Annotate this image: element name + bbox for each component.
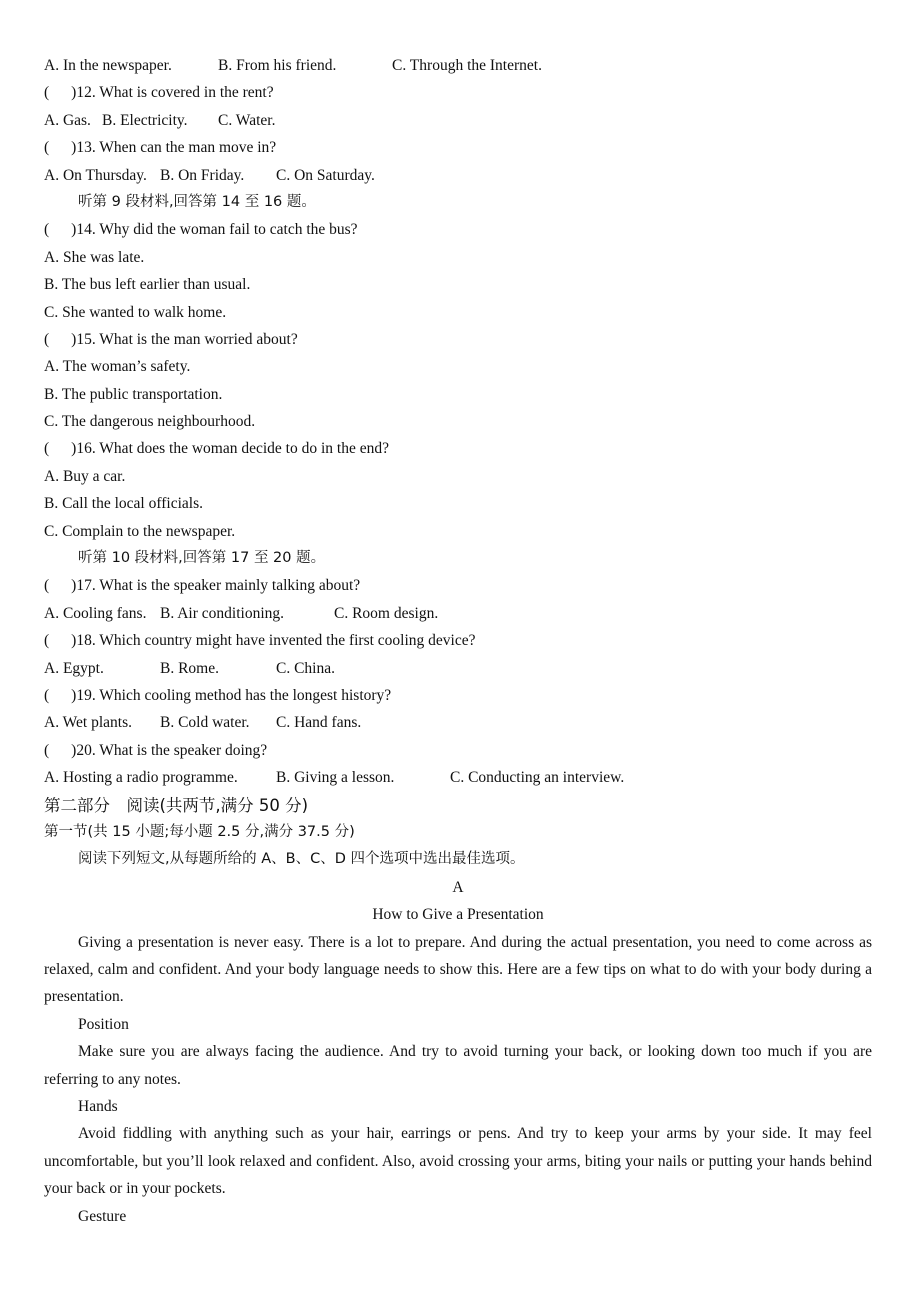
q14-text: )14. Why did the woman fail to catch the bus?: [71, 221, 358, 239]
instruction-passage-10: 听第 10 段材料,回答第 17 至 20 题。: [78, 550, 326, 567]
q11-option-b: B. From his friend.: [218, 57, 337, 74]
q13-text: )13. When can the man move in?: [71, 139, 277, 157]
q18-option-c: C. China.: [276, 659, 335, 677]
answer-paren: (: [44, 632, 50, 650]
answer-paren: (: [44, 741, 50, 759]
q13-option-c: C. On Saturday.: [276, 166, 375, 184]
answer-paren: (: [44, 577, 50, 595]
q15-text: )15. What is the man worried about?: [71, 330, 298, 348]
q20-option-c: C. Conducting an interview.: [450, 769, 625, 787]
q17-option-c: C. Room design.: [334, 604, 439, 622]
answer-paren: (: [44, 139, 50, 157]
q14-option-b: B. The bus left earlier than usual.: [44, 276, 251, 294]
passage-letter: A: [452, 878, 464, 896]
q17-option-b: B. Air conditioning.: [160, 604, 284, 622]
q16-option-b: B. Call the local officials.: [44, 495, 203, 513]
q13-option-a: A. On Thursday.: [44, 166, 147, 184]
q18-text: )18. Which country might have invented the first cooling device?: [71, 632, 476, 650]
q17-option-a: A. Cooling fans.: [44, 604, 147, 622]
q12-option-a: A. Gas.: [44, 111, 91, 129]
q15-option-a: A. The woman’s safety.: [44, 358, 191, 376]
q15-option-c: C. The dangerous neighbourhood.: [44, 413, 256, 431]
q18-option-a: A. Egypt.: [44, 659, 104, 677]
q19-option-a: A. Wet plants.: [44, 714, 133, 732]
q16-option-a: A. Buy a car.: [44, 467, 126, 485]
position-paragraph: Make sure you are always facing the audience. And try to avoid turning your back, or looking down too much if you are referring to any notes.: [44, 1043, 872, 1088]
q14-option-c: C. She wanted to walk home.: [44, 303, 227, 321]
q16-option-c: C. Complain to the newspaper.: [44, 522, 236, 540]
answer-paren: (: [44, 84, 50, 102]
q20-stem: [44, 737, 872, 764]
reading-instruction: 阅读下列短文,从每题所给的 A、B、C、D 四个选项中选出最佳选项。: [78, 851, 525, 868]
q17-options: [44, 600, 872, 627]
q13-option-b: B. On Friday.: [160, 166, 245, 184]
q12-options: [44, 107, 872, 134]
q18-options: [44, 655, 872, 682]
q19-option-b: B. Cold water.: [160, 714, 250, 732]
q12-stem: [44, 79, 872, 106]
q19-option-c: C. Hand fans.: [276, 714, 362, 732]
subheading-position: Position: [78, 1015, 129, 1033]
section-one-heading: 第一节(共 15 小题;每小题 2.5 分,满分 37.5 分): [44, 823, 355, 840]
q11-option-c: C. Through the Internet.: [392, 57, 542, 74]
exam-page: [44, 52, 872, 1230]
q12-text: )12. What is covered in the rent?: [71, 84, 274, 102]
q14-option-a: A. She was late.: [44, 248, 145, 266]
answer-paren: (: [44, 330, 50, 348]
q13-options: [44, 162, 872, 189]
answer-paren: (: [44, 440, 50, 458]
hands-paragraph: Avoid fiddling with anything such as your hair, earrings or pens. And try to keep your arms by your side. It may feel uncomfortable, but you’ll look relaxed and confident. Also, avoid crossing your arms, biting your nails or putting your hands behind your back or in your pockets.: [44, 1125, 872, 1198]
q16-stem: [44, 435, 872, 462]
q20-option-b: B. Giving a lesson.: [276, 769, 395, 787]
q18-option-b: B. Rome.: [160, 659, 219, 677]
q16-text: )16. What does the woman decide to do in the end?: [71, 440, 389, 458]
subheading-gesture: Gesture: [78, 1207, 127, 1225]
q19-options: [44, 709, 872, 736]
q11-options: [44, 52, 872, 79]
q13-stem: [44, 134, 872, 161]
instruction-passage-9: 听第 9 段材料,回答第 14 至 16 题。: [78, 193, 316, 210]
q11-option-a: A. In the newspaper.: [44, 57, 172, 74]
q19-text: )19. Which cooling method has the longest history?: [71, 686, 392, 704]
q18-stem: [44, 627, 872, 654]
q19-stem: [44, 682, 872, 709]
q14-stem: [44, 216, 872, 243]
answer-paren: (: [44, 686, 50, 704]
q12-option-c: C. Water.: [218, 111, 276, 129]
q17-text: )17. What is the speaker mainly talking about?: [71, 577, 361, 595]
answer-paren: (: [44, 221, 50, 239]
passage-title: How to Give a Presentation: [372, 906, 544, 924]
subheading-hands: Hands: [78, 1097, 118, 1115]
q15-stem: [44, 326, 872, 353]
q20-options: [44, 764, 872, 791]
q20-text: )20. What is the speaker doing?: [71, 741, 268, 759]
part-two-heading: 第二部分 阅读(共两节,满分 50 分): [44, 795, 309, 815]
q20-option-a: A. Hosting a radio programme.: [44, 769, 238, 787]
q15-option-b: B. The public transportation.: [44, 385, 223, 403]
q12-option-b: B. Electricity.: [102, 111, 188, 129]
q17-stem: [44, 572, 872, 599]
passage-intro: Giving a presentation is never easy. There is a lot to prepare. And during the actual presentation, you need to come across as relaxed, calm and confident. And your body language needs to show this. Here are a few tips on what to do with your body during a presentation.: [44, 933, 872, 1006]
